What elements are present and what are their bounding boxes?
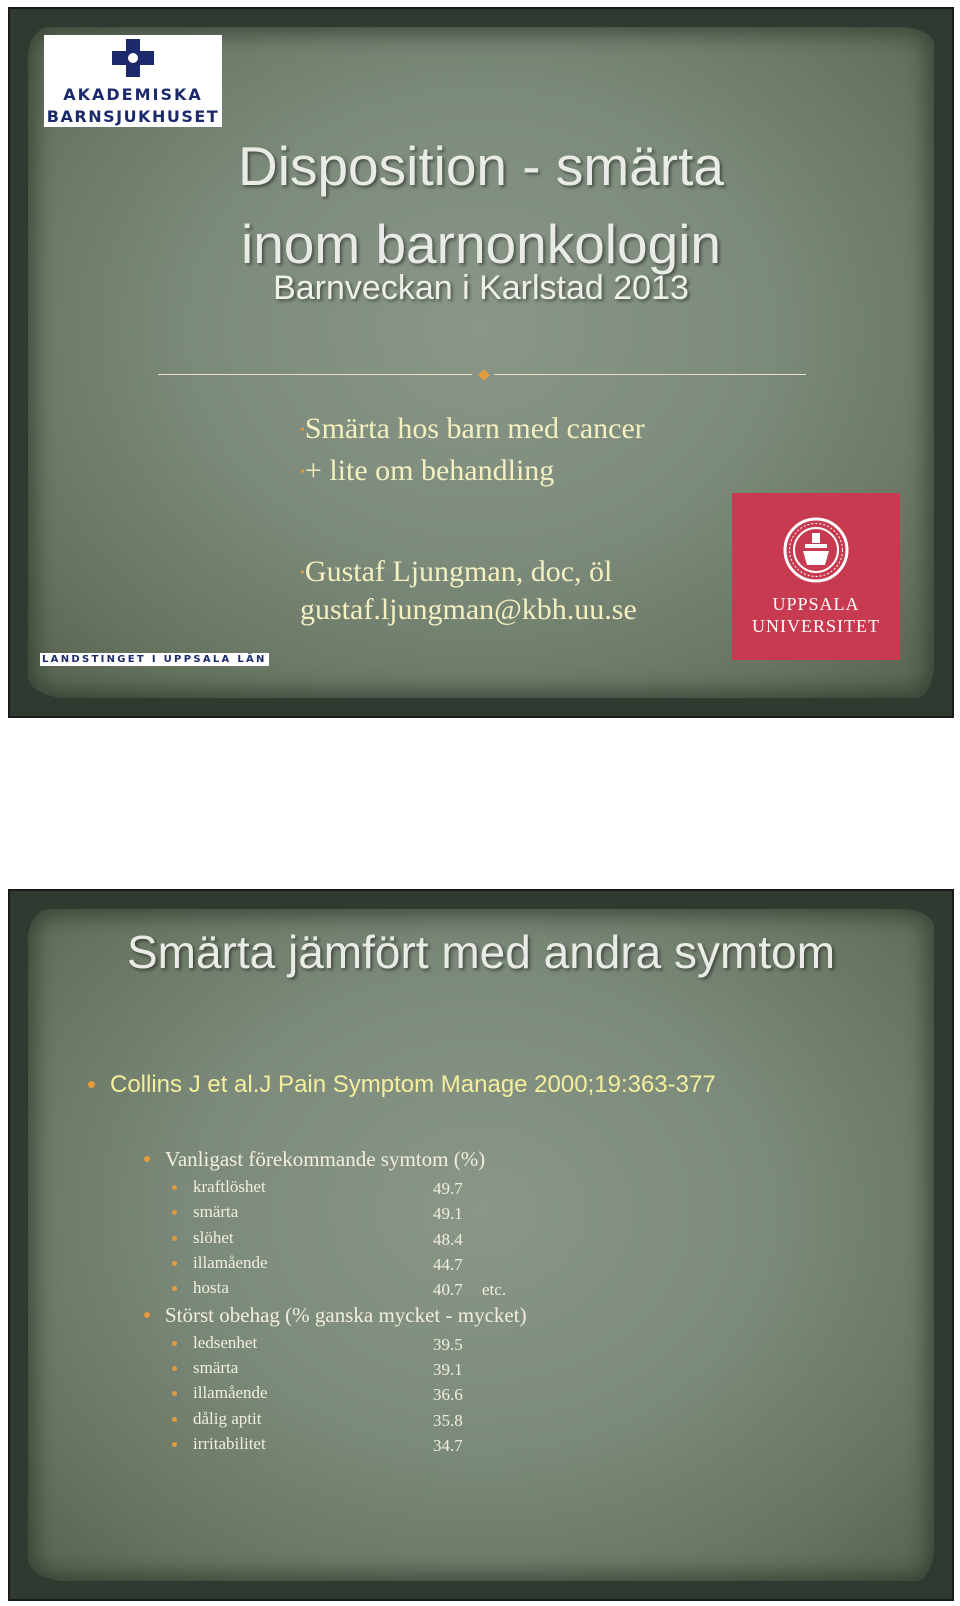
uppsala-universitet-logo: [732, 493, 900, 660]
bullet-icon: [172, 1185, 177, 1190]
bullet-icon: •: [300, 465, 305, 481]
list-item: hosta 40.7 etc.: [193, 1278, 613, 1302]
bullet-icon: •: [300, 566, 305, 582]
section-heading: Vanligast förekommande symtom (%): [165, 1147, 485, 1172]
bullet-icon: [172, 1366, 177, 1371]
list-item: ledsenhet 39.5: [193, 1333, 613, 1357]
bullet-item: •+ lite om behandling: [300, 454, 555, 487]
bullet-icon: [172, 1261, 177, 1266]
email-line: gustaf.ljungman@kbh.uu.se: [300, 593, 637, 626]
bullet-icon: •: [300, 423, 305, 439]
bullet-icon: [172, 1210, 177, 1215]
bullet-icon: [172, 1391, 177, 1396]
list-item: kraftlöshet 49.7: [193, 1177, 613, 1201]
bullet-icon: [144, 1156, 150, 1162]
slide-title: Smärta jämfört med andra symtom: [126, 926, 836, 978]
logo-text-line-2: BARNSJUKHUSET: [46, 107, 220, 126]
bullet-icon: [172, 1236, 177, 1241]
divider-right: [494, 374, 806, 375]
slide-2: [8, 889, 954, 1601]
slide-1: [8, 7, 954, 718]
divider-left: [158, 374, 472, 375]
uu-logo-line-2: UNIVERSITET: [752, 616, 880, 636]
citation: Collins J et al.J Pain Symptom Manage 2000;19:363-377: [110, 1071, 716, 1099]
slide-subtitle: Barnveckan i Karlstad 2013: [273, 269, 689, 307]
seal-icon: [783, 517, 849, 583]
bullet-icon: [172, 1442, 177, 1447]
title-line-1: Disposition - smärta: [238, 135, 724, 197]
list-item: irritabilitet 34.7: [193, 1434, 613, 1458]
akademiska-barnsjukhuset-logo: [44, 35, 222, 127]
landstinget-logo-text: LANDSTINGET I UPPSALA LÄN: [42, 654, 267, 665]
list-item: slöhet 48.4: [193, 1228, 613, 1252]
cross-icon: [112, 39, 154, 77]
list-item: dålig aptit 35.8: [193, 1409, 613, 1433]
bullet-icon: [172, 1417, 177, 1422]
section-heading: Störst obehag (% ganska mycket - mycket): [165, 1303, 527, 1328]
list-item: illamående 44.7: [193, 1253, 613, 1277]
logo-text-line-1: AKADEMISKA: [63, 85, 203, 104]
author-line: •Gustaf Ljungman, doc, öl: [300, 555, 613, 588]
title-line-2: inom barnonkologin: [240, 213, 722, 275]
list-item: smärta 49.1: [193, 1202, 613, 1226]
bullet-icon: [172, 1341, 177, 1346]
bullet-item: •Smärta hos barn med cancer: [300, 412, 645, 445]
bullet-icon: [88, 1081, 95, 1088]
slide-title: [10, 127, 952, 283]
bullet-icon: [172, 1286, 177, 1291]
uu-logo-line-1: UPPSALA: [772, 594, 860, 614]
uu-logo-text: [732, 593, 900, 637]
etc-note: etc.: [482, 1280, 507, 1299]
list-item: illamående 36.6: [193, 1383, 613, 1407]
list-item: smärta 39.1: [193, 1358, 613, 1382]
bullet-icon: [144, 1312, 150, 1318]
